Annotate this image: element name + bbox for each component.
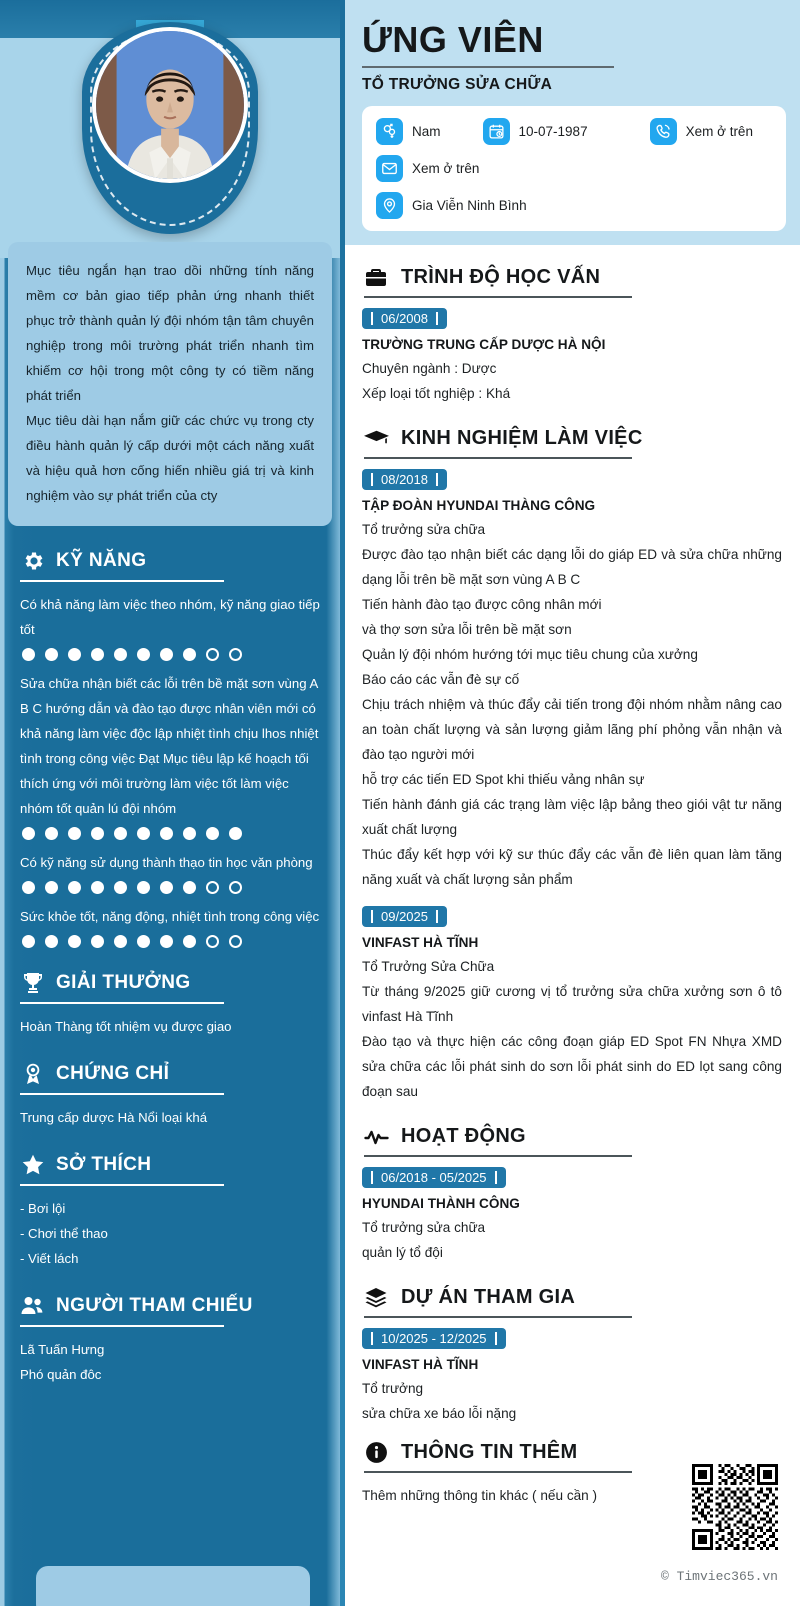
experience-org: TẬP ĐOÀN HYUNDAI THÀNG CÔNG <box>362 497 596 513</box>
skill-rating <box>22 881 320 894</box>
photo-header <box>0 0 340 258</box>
gender-icon <box>376 118 403 145</box>
location-pin-icon <box>376 192 403 219</box>
hobby-item: - Bơi lội <box>20 1201 66 1216</box>
education-entry <box>362 308 782 406</box>
experience-entry <box>362 906 782 1104</box>
date-badge-text: 09/2025 <box>381 908 428 924</box>
date-badge-text: 06/2018 - 05/2025 <box>381 1169 487 1185</box>
header-band <box>340 0 800 245</box>
date-badge <box>362 308 447 329</box>
project-line: sửa chữa xe báo lỗi nặng <box>362 1405 517 1421</box>
hobby-item: - Viết lách <box>20 1251 79 1266</box>
contact-birthdate-value: 10-07-1987 <box>518 123 588 139</box>
pulse-icon <box>362 1124 390 1150</box>
gear-icon <box>20 548 46 574</box>
section-activities <box>362 1124 782 1265</box>
people-icon <box>20 1293 46 1319</box>
section-projects <box>362 1285 782 1426</box>
education-title: TRÌNH ĐỘ HỌC VẤN <box>401 266 601 289</box>
avatar <box>92 27 248 183</box>
references-underline <box>20 1325 224 1327</box>
experience-underline <box>364 457 632 459</box>
skill-rating <box>22 648 320 661</box>
education-line: Xếp loại tốt nghiệp : Khá <box>362 385 511 401</box>
project-org: VINFAST HÀ TĨNH <box>362 1356 479 1372</box>
experience-line: Được đào tạo nhận biết các dạng lỗi do giáp ED và sửa chữa những dạng lỗi trên bề mặt sơn vùng A B C <box>362 546 782 587</box>
calendar-icon <box>483 118 510 145</box>
skill-label: Có kỹ năng sử dụng thành thạo tin học văn phòng <box>20 855 313 870</box>
section-education <box>362 265 782 406</box>
objective-short: Mục tiêu ngắn hạn trao dồi những tính năng mềm cơ bản giao tiếp phản ứng nhanh thiết phục trở thành quản lý đội nhóm tận tâm chuyên nghiệp trong môi trường phát triển nhanh tìm khiếm cơ hội trong một công ty có tiềm năng phát triển <box>26 263 314 403</box>
hobbies-title: SỞ THÍCH <box>56 1154 152 1175</box>
skill-item <box>20 850 320 894</box>
awards-title: GIẢI THƯỞNG <box>56 972 191 993</box>
date-badge <box>362 469 447 490</box>
projects-title: DỰ ÁN THAM GIA <box>401 1286 576 1309</box>
candidate-name: ỨNG VIÊN <box>362 19 544 60</box>
hobbies-underline <box>20 1184 224 1186</box>
experience-line: Chịu trách nhiệm và thúc đẩy cải tiến trong đội nhóm nhằm nâng cao an toàn chất lượng và sản lượng giảm lãng phí phỏng vẫn nhận và đào tạo người mới <box>362 696 782 762</box>
experience-org: VINFAST HÀ TĨNH <box>362 934 479 950</box>
experience-line: Tổ trưởng sửa chữa <box>362 521 486 537</box>
experience-entry <box>362 469 782 892</box>
experience-line: Đào tạo và thực hiện các công đoạn giáp ED Spot FN Nhựa XMD sửa chữa các lỗi phát sinh do sơn lỗi phát sinh do ED lọt sang công đoạn sau <box>362 1033 782 1099</box>
sidebar-section-hobbies <box>0 1152 340 1271</box>
skill-rating <box>22 827 320 840</box>
projects-underline <box>364 1316 632 1318</box>
activity-line: quản lý tổ đội <box>362 1244 443 1260</box>
skill-item <box>20 671 320 840</box>
skill-label: Sức khỏe tốt, năng động, nhiệt tình trong công việc <box>20 909 320 924</box>
layers-icon <box>362 1285 390 1311</box>
activity-line: Tổ trưởng sửa chữa <box>362 1219 486 1235</box>
sidebar-bottom-card <box>36 1566 310 1606</box>
contact-gender-value: Nam <box>412 123 441 139</box>
graduation-cap-icon <box>362 426 390 452</box>
skill-item <box>20 904 320 948</box>
contact-card <box>362 106 786 231</box>
experience-line: Tổ Trưởng Sửa Chữa <box>362 958 495 974</box>
project-entry <box>362 1328 782 1426</box>
contact-address <box>376 192 527 219</box>
date-badge-text: 06/2008 <box>381 310 428 326</box>
medal-icon <box>20 1061 46 1087</box>
phone-icon <box>650 118 677 145</box>
experience-line: Quản lý đội nhóm hướng tới mục tiêu chung của xưởng <box>362 646 698 662</box>
references-title: NGƯỜI THAM CHIẾU <box>56 1295 253 1316</box>
date-badge <box>362 906 447 927</box>
skill-item <box>20 592 320 661</box>
experience-line: Từ tháng 9/2025 giữ cương vị tổ trưởng sửa chữa xưởng sơn ô tô vinfast Hà Tĩnh <box>362 983 782 1024</box>
reference-name: Lã Tuấn Hưng <box>20 1342 105 1357</box>
additional-title: THÔNG TIN THÊM <box>401 1441 578 1464</box>
briefcase-icon <box>362 265 390 291</box>
sidebar-section-skills <box>0 548 340 948</box>
experience-line: Tiến hành đào tạo được công nhân mới <box>362 596 602 612</box>
sidebar-section-awards <box>0 970 340 1039</box>
main-column <box>340 0 800 1606</box>
date-badge <box>362 1167 506 1188</box>
education-underline <box>364 296 632 298</box>
star-icon <box>20 1152 46 1178</box>
avatar-portrait <box>96 31 244 179</box>
skills-underline <box>20 580 224 582</box>
activity-org: HYUNDAI THÀNH CÔNG <box>362 1195 520 1211</box>
contact-email <box>376 155 479 182</box>
reference-role: Phó quản đôc <box>20 1367 102 1382</box>
date-badge-text: 10/2025 - 12/2025 <box>381 1330 487 1346</box>
education-org: TRƯỜNG TRUNG CẤP DƯỢC HÀ NỘI <box>362 336 606 352</box>
career-objective-card <box>8 242 332 526</box>
skill-label: Có khả năng làm việc theo nhóm, kỹ năng giao tiếp tốt <box>20 597 320 637</box>
awards-underline <box>20 1002 224 1004</box>
skill-rating <box>22 935 320 948</box>
experience-line: hỗ trợ các tiến ED Spot khi thiếu vảng nhân sự <box>362 771 645 787</box>
info-icon <box>362 1440 390 1466</box>
certificates-title: CHỨNG CHỈ <box>56 1063 170 1084</box>
sidebar-section-certificates <box>0 1061 340 1130</box>
sidebar <box>0 0 340 1606</box>
additional-underline <box>364 1471 632 1473</box>
candidate-role: TỔ TRƯỞNG SỬA CHỮA <box>362 75 553 93</box>
contact-phone-value: Xem ở trên <box>685 123 753 139</box>
objective-long: Mục tiêu dài hạn nắm giữ các chức vụ trong cty điều hành quản lý cấp dưới một cách năng xuất và hiệu quả hơn cống hiến nhiều giá trị và kinh nghiệm vào sự phát triển của cty <box>26 413 314 503</box>
activities-underline <box>364 1155 632 1157</box>
activity-entry <box>362 1167 782 1265</box>
skills-title: KỸ NĂNG <box>56 550 147 571</box>
trophy-icon <box>20 970 46 996</box>
date-badge-text: 08/2018 <box>381 471 428 487</box>
name-underline <box>362 66 614 68</box>
experience-line: Báo cáo các vẫn đè sự cố <box>362 671 520 687</box>
additional-text: Thêm những thông tin khác ( nếu cần ) <box>362 1487 598 1503</box>
qr-code-icon <box>692 1464 778 1550</box>
main-left-accent <box>340 0 345 1606</box>
contact-address-value: Gia Viễn Ninh Bình <box>412 197 527 213</box>
section-experience <box>362 426 782 1104</box>
contact-birthdate <box>483 118 588 145</box>
award-item: Hoàn Thàng tốt nhiệm vụ được giao <box>20 1019 232 1034</box>
contact-email-value: Xem ở trên <box>412 160 480 176</box>
experience-title: KINH NGHIỆM LÀM VIỆC <box>401 427 643 450</box>
contact-phone <box>650 118 753 145</box>
certificates-underline <box>20 1093 224 1095</box>
activities-title: HOẠT ĐỘNG <box>401 1125 526 1148</box>
project-line: Tổ trưởng <box>362 1380 424 1396</box>
experience-line: và thợ sơn sửa lỗi trên bề mặt sơn <box>362 621 572 637</box>
experience-line: Thúc đẩy kết hợp với kỹ sư thúc đẩy các vẫn đè liên quan làm tăng năng xuất và chất lượng sản phẩm <box>362 846 782 887</box>
site-credit: © Timviec365.vn <box>660 1569 778 1584</box>
certificate-item: Trung cấp dược Hà Nổi loại khá <box>20 1110 208 1125</box>
contact-gender <box>376 118 441 145</box>
sidebar-section-references <box>0 1293 340 1387</box>
experience-line: Tiến hành đánh giá các trạng làm việc lập bảng theo giói vật tư năng xuất chất lượng <box>362 796 782 837</box>
education-line: Chuyên ngành : Dược <box>362 360 497 376</box>
skill-label: Sửa chữa nhận biết các lỗi trên bề mặt sơn vùng A B C hướng dẫn và đào tạo được nhân viên mới có khả năng làm việc độc lập nhiệt tình chịu lhos nhiệt tình trong công việc Đạt Mục tiêu lập kế hoạch tối thích ứng với môi trường làm việc tốt làm việc nhóm tốt quản lú đội nhóm <box>20 676 319 816</box>
hobby-item: - Chơi thể thao <box>20 1226 108 1241</box>
envelope-icon <box>376 155 403 182</box>
date-badge <box>362 1328 506 1349</box>
